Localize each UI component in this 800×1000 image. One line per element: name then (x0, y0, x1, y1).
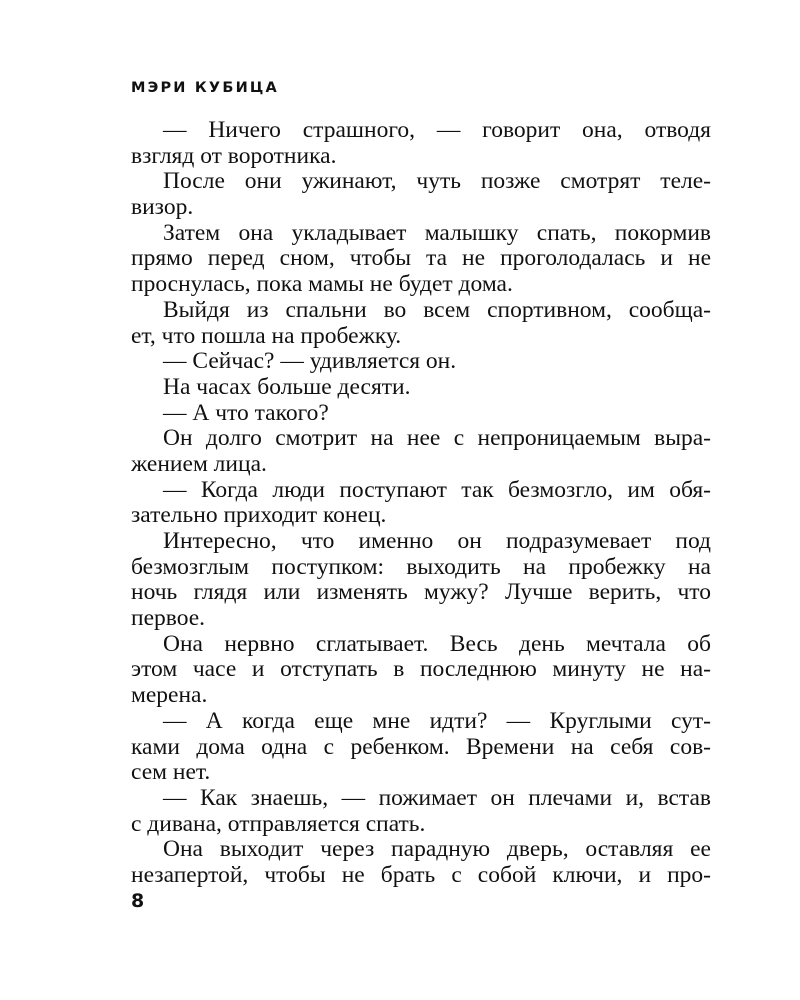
text-line: Он долго смотрит на нее с непроницаемым выра- (163, 426, 711, 452)
text-line: После они ужинают, чуть позже смотрят теле- (163, 169, 711, 195)
text-line: На часах больше десяти. (163, 374, 411, 400)
text-line: сем нет. (131, 760, 211, 786)
text-line: Интересно, что именно он подразумевает под (163, 529, 711, 554)
text-line: — А когда еще мне идти? — Круглыми сут- (163, 708, 711, 734)
text-line: проснулась, пока мамы не будет дома. (131, 272, 513, 298)
text-line: — Когда люди поступают так безмозгло, им обя- (163, 477, 711, 503)
text-line: прямо перед сном, чтобы та не проголодалась и не (131, 246, 711, 272)
text-line: ночь глядя или изменять мужу? Лучше верить, что (131, 580, 711, 606)
text-line: незапертой, чтобы не брать с собой ключи, и про- (131, 862, 711, 888)
page-number: 8 (131, 890, 145, 912)
text-line: зательно приходит конец. (131, 503, 387, 529)
text-line: — Ничего страшного, — говорит она, отводя (163, 118, 711, 143)
text-line: первое. (131, 606, 206, 632)
text-line: Она выходит через парадную дверь, оставляя ее (163, 837, 711, 863)
text-line: мерена. (131, 683, 208, 709)
text-line: взгляд от воротника. (131, 143, 337, 169)
text-line: Выйдя из спальни во всем спортивном, сообща- (163, 297, 711, 323)
text-line: — Сейчас? — удивляется он. (163, 349, 457, 375)
running-head: МЭРИ КУБИЦА (131, 80, 279, 96)
text-line: ет, что пошла на пробежку. (131, 323, 402, 349)
text-line: жением лица. (131, 451, 267, 477)
text-line: Она нервно сглатывает. Весь день мечтала об (163, 631, 711, 657)
text-line: с дивана, отправляется спать. (131, 811, 426, 837)
text-line: этом часе и отступать в последнюю минуту не на- (131, 657, 711, 683)
text-line: ками дома одна с ребенком. Времени на себя сов- (131, 734, 711, 760)
text-line: безмозглым поступком: выходить на пробежку на (131, 554, 711, 580)
text-line: Затем она укладывает малышку спать, покормив (163, 220, 711, 246)
text-line: — Как знаешь, — пожимает он плечами и, встав (163, 785, 711, 811)
text-line: визор. (131, 195, 194, 221)
text-line: — А что такого? (163, 400, 329, 426)
body-text (131, 118, 711, 889)
